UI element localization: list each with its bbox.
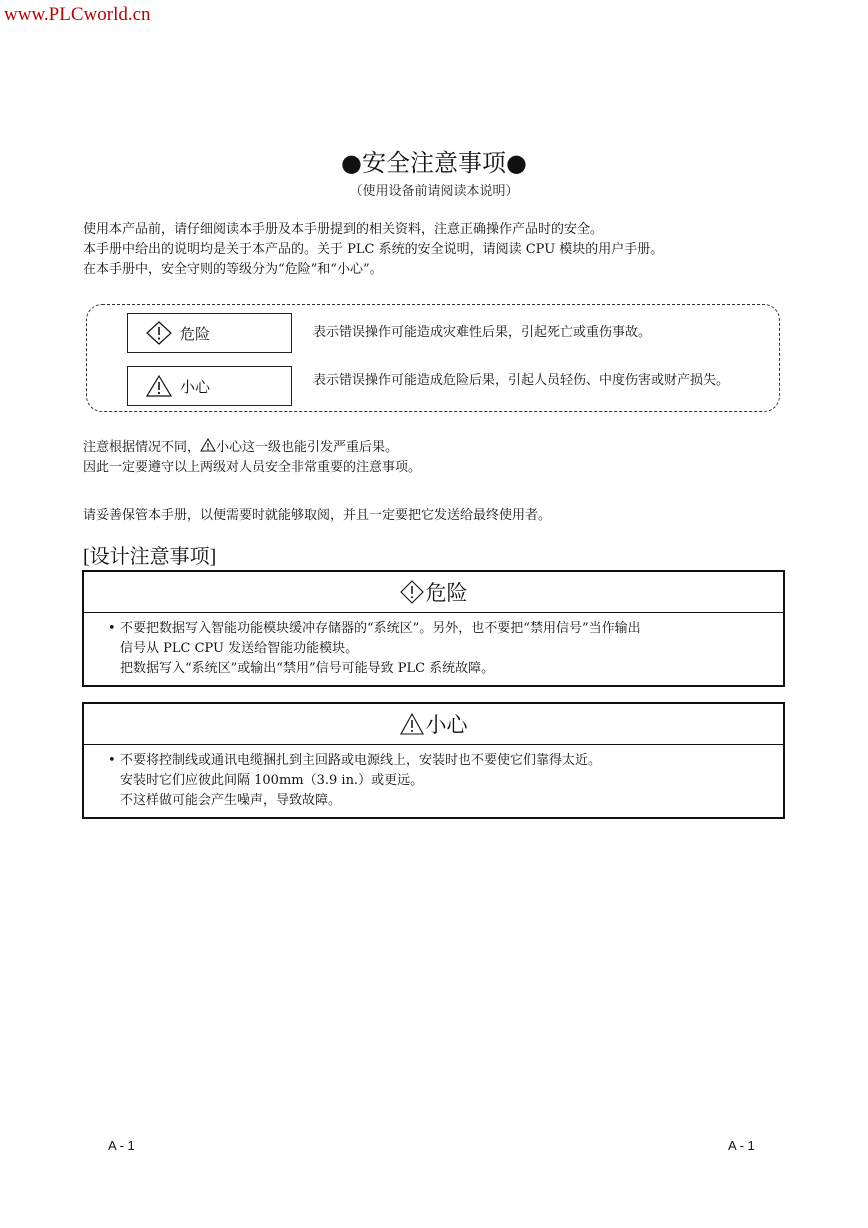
caution-triangle-icon bbox=[400, 713, 424, 735]
note-line: 因此一定要遵守以上两级对人员安全非常重要的注意事项。 bbox=[83, 460, 422, 475]
section-title: [设计注意事项] bbox=[83, 546, 217, 568]
page-title: ●安全注意事项● bbox=[341, 149, 527, 177]
caution-level-description: 表示错误操作可能造成危险后果，引起人员轻伤、中度伤害或财产损失。 bbox=[313, 373, 730, 388]
danger-level-label: 危险 bbox=[180, 324, 211, 343]
caution-line: 安装时它们应彼此间隔 100mm（3.9 in.）或更远。 bbox=[120, 773, 424, 788]
caution-box-header bbox=[84, 704, 783, 745]
danger-box-title: 危险 bbox=[425, 581, 468, 605]
intro-line: 在本手册中，安全守则的等级分为“危险”和“小心”。 bbox=[83, 262, 383, 277]
intro-text bbox=[83, 220, 663, 280]
caution-level-box bbox=[127, 366, 292, 406]
caution-triangle-icon bbox=[146, 374, 172, 398]
danger-box-body bbox=[84, 613, 783, 685]
danger-box-header bbox=[84, 572, 783, 613]
intro-line: 使用本产品前，请仔细阅读本手册及本手册提到的相关资料，注意正确操作产品时的安全。 bbox=[83, 222, 604, 237]
danger-level-box bbox=[127, 313, 292, 353]
bullet: • bbox=[108, 753, 116, 768]
danger-box bbox=[82, 570, 785, 687]
danger-bullet-line: • 不要把数据写入智能功能模块缓冲存储器的“系统区”。另外，也不要把“禁用信号”当作输出 bbox=[108, 619, 773, 639]
danger-line: 信号从 PLC CPU 发送给智能功能模块。 bbox=[120, 641, 359, 656]
page-number-left: A - 1 bbox=[108, 1138, 135, 1153]
danger-diamond-icon bbox=[146, 321, 172, 345]
intro-line: 本手册中给出的说明均是关于本产品的。关于 PLC 系统的安全说明，请阅读 CPU 模块的用户手册。 bbox=[83, 242, 664, 257]
keep-manual-text: 请妥善保管本手册，以便需要时就能够取阅，并且一定要把它发送给最终使用者。 bbox=[83, 508, 552, 523]
caution-box-body bbox=[84, 745, 783, 817]
danger-diamond-icon bbox=[400, 580, 424, 604]
note-text bbox=[83, 438, 421, 478]
watermark: www.PLCworld.cn bbox=[4, 4, 151, 25]
note-line: 注意根据情况不同， 小心这一级也能引发严重后果。 bbox=[83, 440, 399, 455]
caution-level-label: 小心 bbox=[180, 377, 211, 396]
bullet: • bbox=[108, 621, 116, 636]
caution-line: 不这样做可能会产生噪声，导致故障。 bbox=[120, 793, 342, 808]
caution-bullet-line: • 不要将控制线或通讯电缆捆扎到主回路或电源线上，安装时也不要使它们靠得太近。 bbox=[108, 751, 773, 771]
danger-level-description: 表示错误操作可能造成灾难性后果，引起死亡或重伤事故。 bbox=[313, 325, 652, 340]
danger-line: 把数据写入“系统区”或输出“禁用”信号可能导致 PLC 系统故障。 bbox=[120, 661, 495, 676]
caution-box-title: 小心 bbox=[425, 713, 468, 737]
page-number-right: A - 1 bbox=[728, 1138, 755, 1153]
caution-triangle-icon bbox=[200, 438, 216, 452]
page-subtitle: （使用设备前请阅读本说明） bbox=[349, 184, 519, 199]
caution-box bbox=[82, 702, 785, 819]
